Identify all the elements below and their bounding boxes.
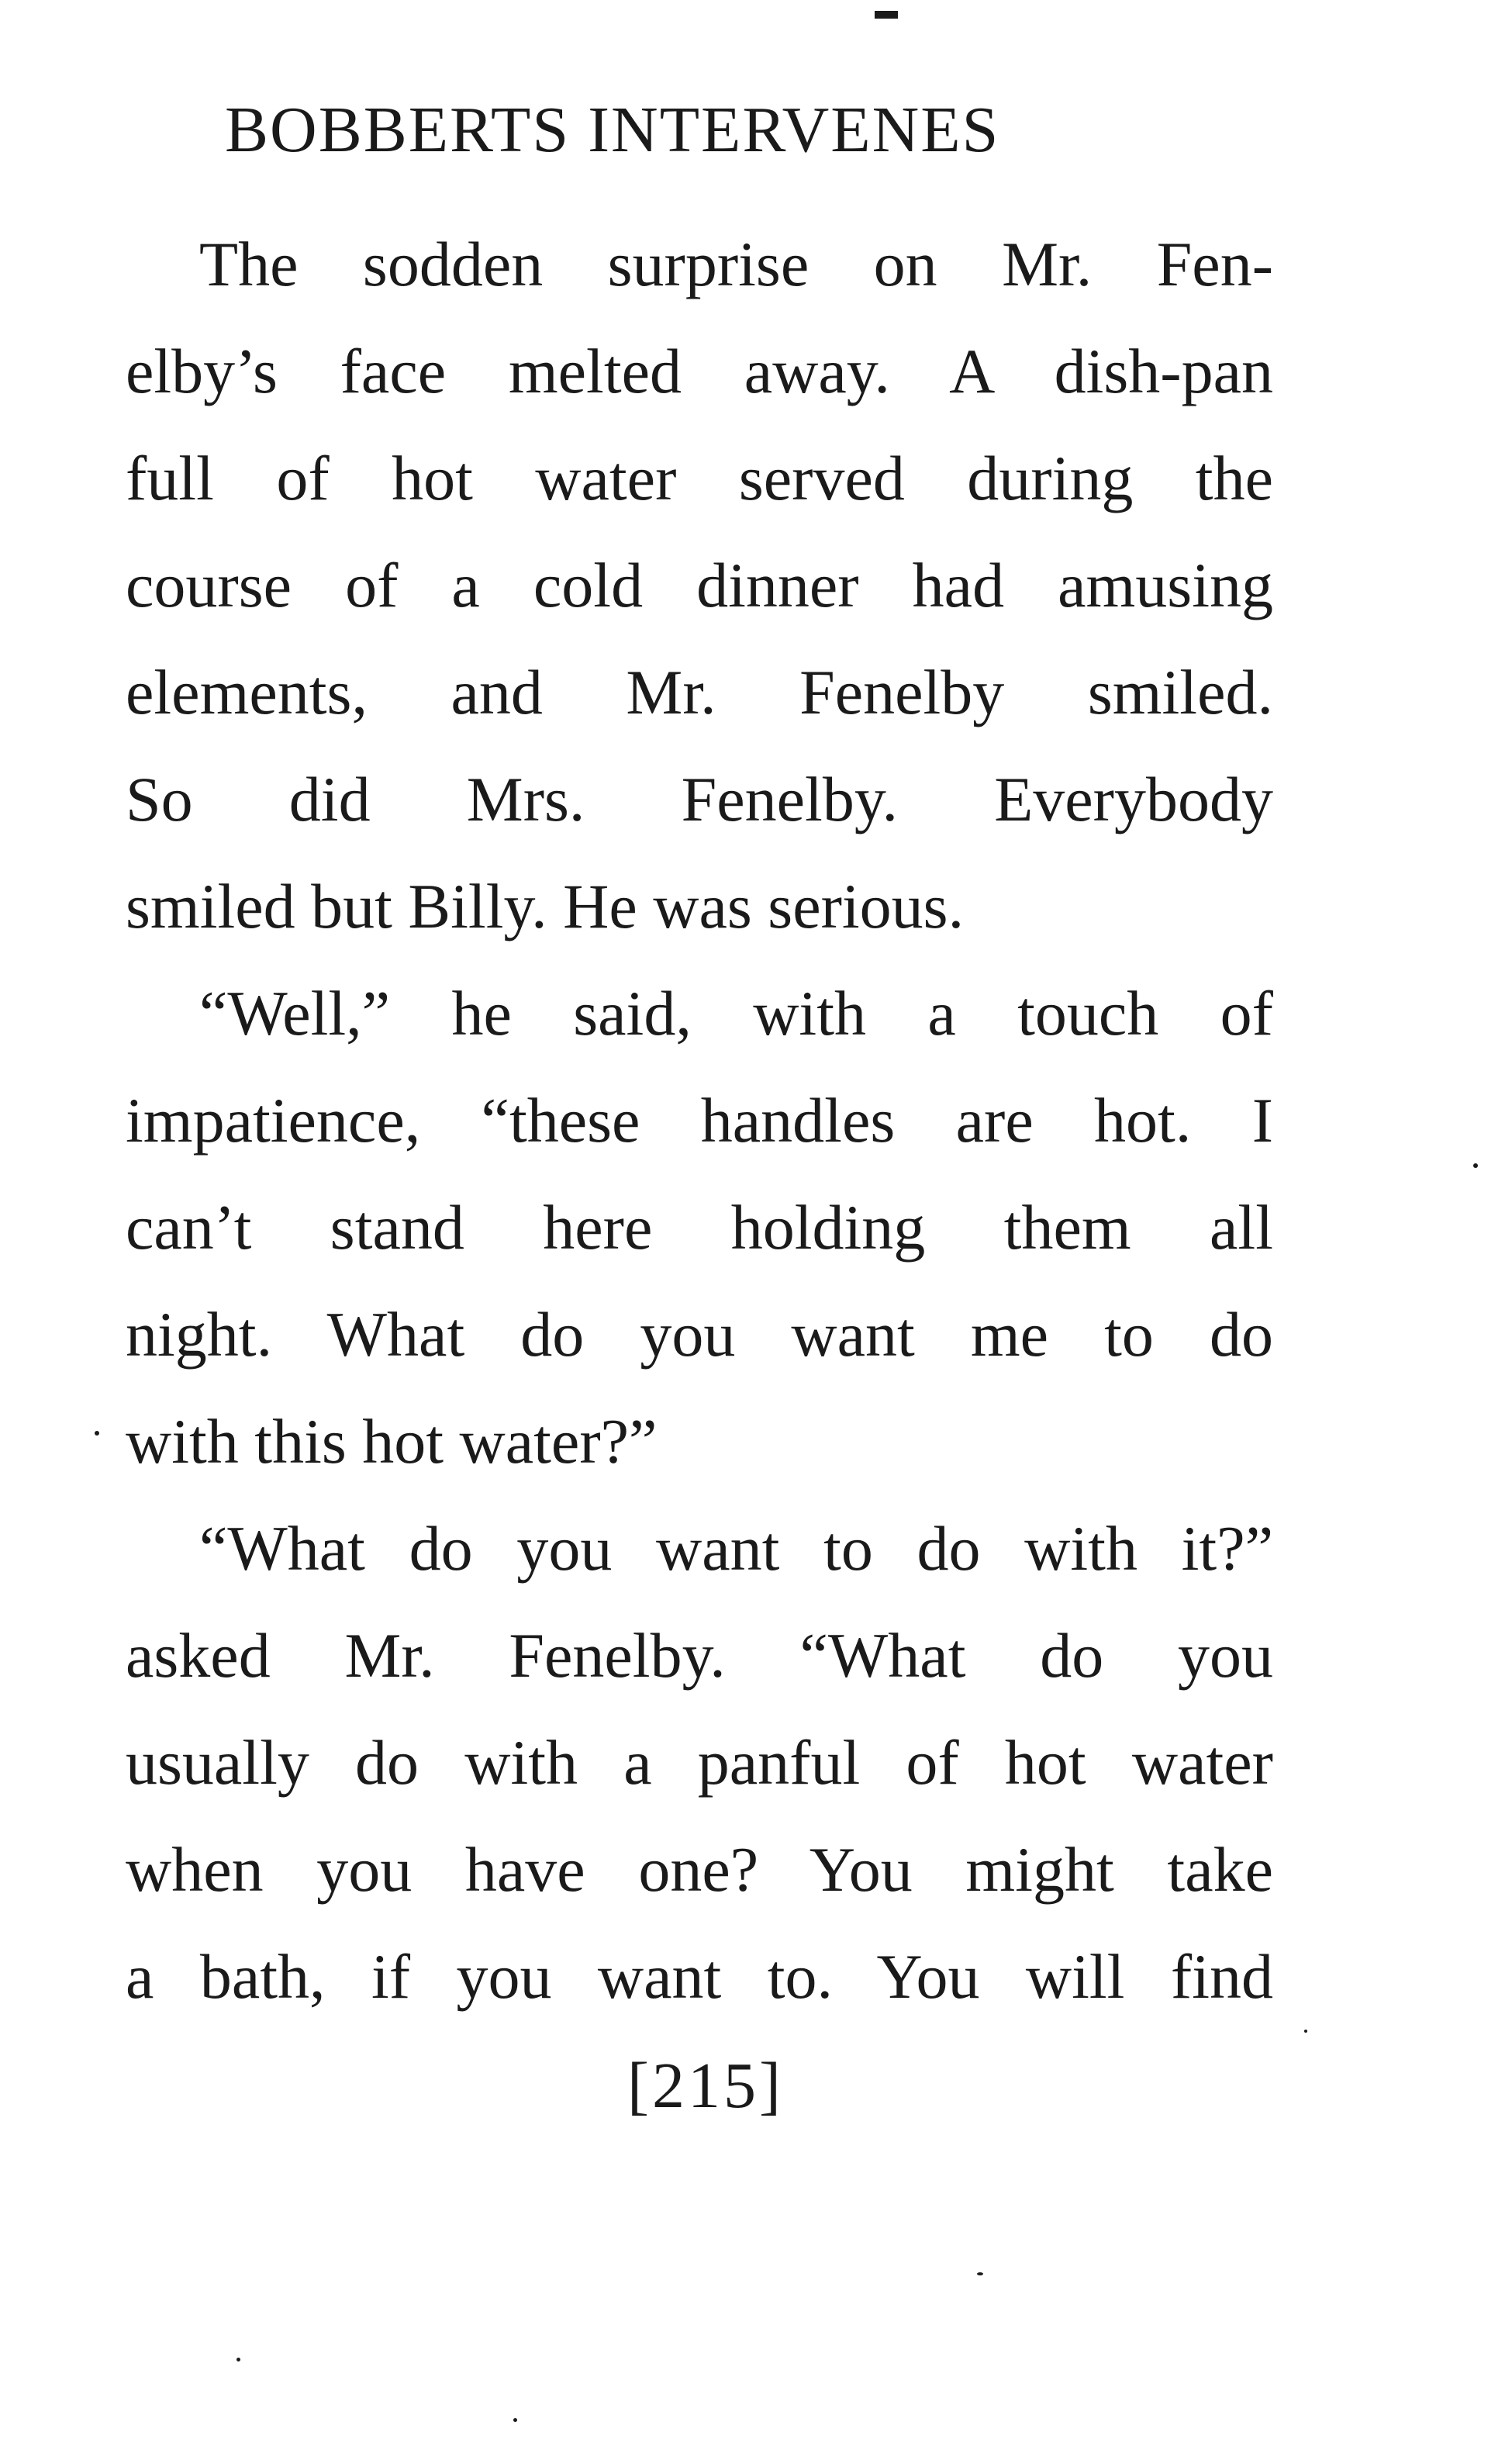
ink-speck — [236, 2358, 240, 2362]
text-line: course of a cold dinner had amusing — [126, 550, 1273, 620]
text-line: smiled but Billy. He was serious. — [126, 871, 965, 942]
top-ink-mark — [875, 11, 898, 19]
text-line: with this hot water?” — [126, 1406, 658, 1477]
ink-speck — [95, 1431, 99, 1436]
ink-speck — [977, 2272, 983, 2275]
running-head: BOBBERTS INTERVENES — [225, 94, 1000, 166]
text-line: full of hot water served during the — [126, 443, 1273, 513]
text-line: The sodden surprise on Mr. Fen- — [199, 229, 1273, 299]
text-line: when you have one? You might take — [126, 1834, 1273, 1905]
text-line: asked Mr. Fenelby. “What do you — [126, 1620, 1273, 1691]
ink-speck — [513, 2418, 517, 2422]
text-line: “What do you want to do with it?” — [199, 1513, 1273, 1584]
ink-speck — [1304, 2030, 1307, 2033]
text-line: a bath, if you want to. You will find — [126, 1941, 1273, 2012]
text-line: elby’s face melted away. A dish-pan — [126, 336, 1273, 406]
ink-speck — [1473, 1163, 1478, 1168]
text-line: night. What do you want me to do — [126, 1299, 1273, 1370]
text-line: So did Mrs. Fenelby. Everybody — [126, 764, 1273, 834]
text-line: can’t stand here holding them all — [126, 1192, 1273, 1263]
text-line: impatience, “these handles are hot. I — [126, 1085, 1273, 1156]
text-line: “Well,” he said, with a touch of — [199, 978, 1273, 1049]
body-text — [126, 211, 1273, 2030]
page-number: [215] — [627, 2050, 784, 2122]
text-line: usually do with a panful of hot water — [126, 1727, 1273, 1798]
text-line: elements, and Mr. Fenelby smiled. — [126, 657, 1273, 727]
